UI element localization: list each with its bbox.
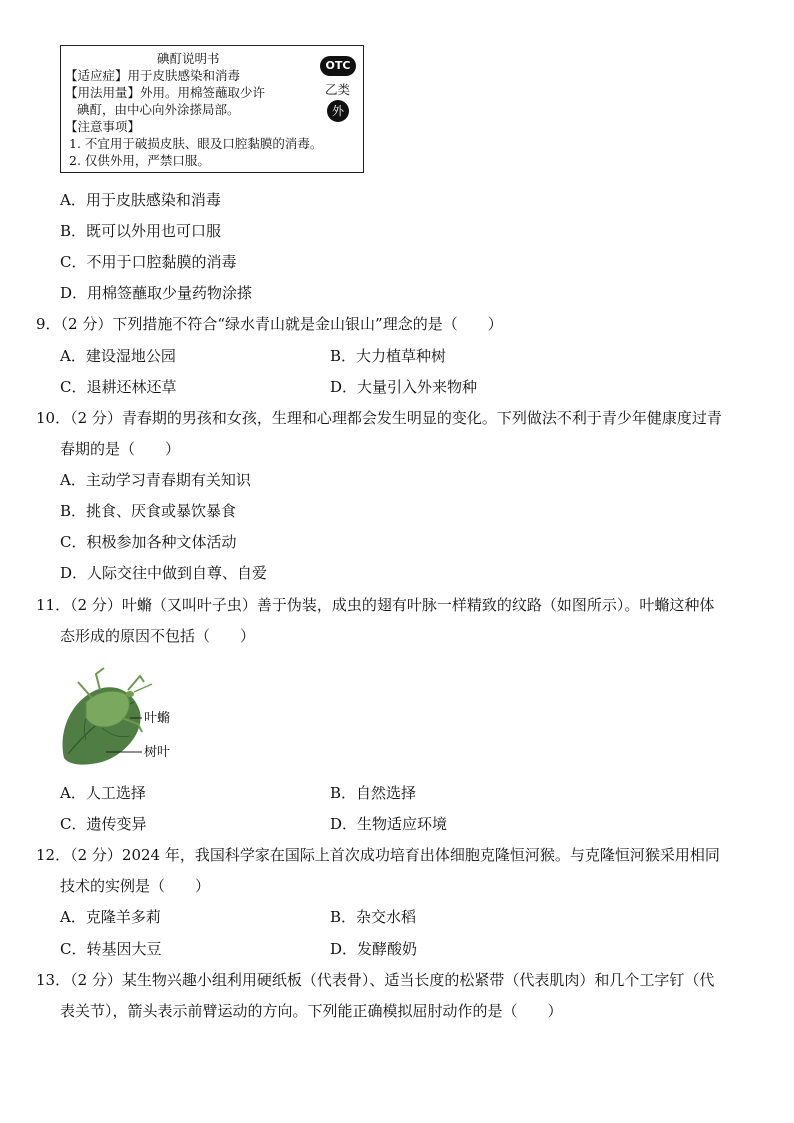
q8-option-a: A．用于皮肤感染和消毒 — [60, 191, 221, 209]
q9-option-d: D．大量引入外来物种 — [330, 378, 478, 396]
q9-stem: 9．（2 分）下列措施不符合“绿水青山就是金山银山”理念的是（ ） — [36, 315, 503, 333]
q12-stem-line1: 12．（2 分）2024 年，我国科学家在国际上首次成功培育出体细胞克隆恒河猴。与克隆恒河猴采用相同 — [36, 846, 720, 864]
q12-option-d: D．发酵酸奶 — [330, 940, 418, 958]
q10-option-c: C．积极参加各种文体活动 — [60, 533, 237, 551]
leaf-insect-figure — [56, 662, 196, 770]
q11-option-d: D．生物适应环境 — [330, 815, 448, 833]
q12-option-a: A．克隆羊多莉 — [60, 908, 161, 926]
q12-option-b: B．杂交水稻 — [330, 908, 417, 926]
q13-stem-line2: 表关节），箭头表示前臂运动的方向。下列能正确模拟屈肘动作的是（ ） — [60, 1002, 563, 1020]
label-title: 碘酊说明书 — [157, 51, 220, 66]
q9-option-b: B．大力植草种树 — [330, 347, 447, 365]
external-use-badge: 外 — [327, 100, 349, 122]
q11-stem-line2: 态形成的原因不包括（ ） — [60, 627, 256, 645]
drug-label-box — [60, 45, 364, 173]
label-notes-header: 【注意事项】 — [65, 119, 141, 134]
label-note-1: 1. 不宜用于破损皮肤、眼及口腔黏膜的消毒。 — [69, 136, 323, 151]
figure-label-insect: 叶䗛 — [144, 711, 171, 726]
q12-stem-line2: 技术的实例是（ ） — [60, 877, 211, 895]
label-indication: 【适应症】用于皮肤感染和消毒 — [65, 68, 241, 83]
q9-option-c: C．退耕还林还草 — [60, 378, 177, 396]
label-note-2: 2. 仅供外用，严禁口服。 — [69, 153, 210, 168]
q8-option-b: B．既可以外用也可口服 — [60, 222, 222, 240]
q10-option-a: A．主动学习青春期有关知识 — [60, 471, 251, 489]
category-label: 乙类 — [325, 82, 351, 97]
q11-stem-line1: 11．（2 分）叶䗛（又叫叶子虫）善于伪装，成虫的翅有叶脉一样精致的纹路（如图所示）。叶䗛这种体 — [36, 596, 715, 614]
q11-option-b: B．自然选择 — [330, 784, 417, 802]
q8-option-d: D．用棉签蘸取少量药物涂搽 — [60, 284, 253, 302]
label-usage-line2: 碘酊，由中心向外涂搽局部。 — [77, 102, 240, 117]
q12-option-c: C．转基因大豆 — [60, 940, 162, 958]
q10-option-b: B．挑食、厌食或暴饮暴食 — [60, 502, 237, 520]
figure-label-leaf: 树叶 — [144, 745, 171, 760]
q11-option-a: A．人工选择 — [60, 784, 146, 802]
q9-option-a: A．建设湿地公园 — [60, 347, 176, 365]
q10-stem-line1: 10．（2 分）青春期的男孩和女孩，生理和心理都会发生明显的变化。下列做法不利于青少年健康度过青 — [36, 409, 722, 427]
otc-badge: OTC — [320, 56, 356, 76]
q10-stem-line2: 春期的是（ ） — [60, 440, 181, 458]
q13-stem-line1: 13．（2 分）某生物兴趣小组利用硬纸板（代表骨）、适当长度的松紧带（代表肌肉）和几个工字钉（代 — [36, 971, 715, 989]
label-usage-line1: 【用法用量】外用。用棉签蘸取少许 — [65, 85, 266, 100]
q11-option-c: C．遗传变异 — [60, 815, 147, 833]
q8-option-c: C．不用于口腔黏膜的消毒 — [60, 253, 237, 271]
q10-option-d: D．人际交往中做到自尊、自爱 — [60, 564, 268, 582]
